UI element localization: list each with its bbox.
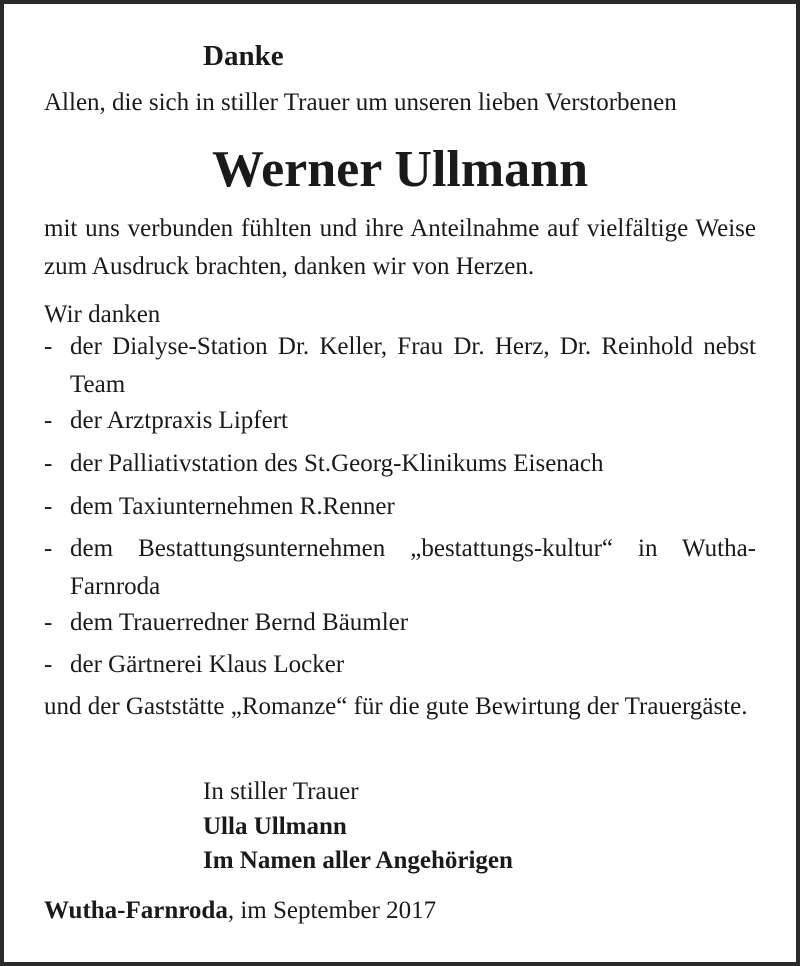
thanks-intro: Wir danken <box>44 301 161 328</box>
body-paragraph: mit uns verbunden fühlten und ihre Anteilnahme auf vielfältige Weise zum Ausdruck brachten, danken wir von Herzen. <box>44 215 756 280</box>
list-dash: - <box>44 651 53 678</box>
signature-line-1: In stiller Trauer <box>203 778 359 805</box>
list-dash: - <box>44 450 53 477</box>
list-item-text: dem Bestattungsunternehmen „bestattungs-kultur“ in Wutha-Farnroda <box>70 535 756 600</box>
list-item <box>44 328 756 404</box>
list-item-text: der Gärtnerei Klaus Locker <box>70 651 345 678</box>
list-item <box>44 402 756 440</box>
list-item-text: der Dialyse-Station Dr. Keller, Frau Dr. Herz, Dr. Reinhold nebst Team <box>70 333 756 398</box>
notice-header: Danke <box>203 40 284 72</box>
place: Wutha-Farnroda <box>44 897 228 924</box>
list-item-text: dem Taxiunternehmen R.Renner <box>70 493 395 520</box>
list-dash: - <box>44 333 53 360</box>
date: , im September 2017 <box>227 897 437 924</box>
closing-paragraph: und der Gaststätte „Romanze“ für die gute Bewirtung der Trauergäste. <box>44 693 748 720</box>
signature-name: Ulla Ullmann <box>203 813 347 840</box>
list-item-text: der Arztpraxis Lipfert <box>70 407 288 434</box>
list-item <box>44 488 756 526</box>
deceased-name: Werner Ullmann <box>211 141 589 198</box>
list-item-text: der Palliativstation des St.Georg-Klinikums Eisenach <box>70 450 604 477</box>
list-item <box>44 445 756 483</box>
list-item <box>44 604 756 642</box>
list-dash: - <box>44 609 53 636</box>
list-dash: - <box>44 535 53 562</box>
list-item-text: dem Trauerredner Bernd Bäumler <box>70 609 409 636</box>
list-item <box>44 530 756 606</box>
list-dash: - <box>44 493 53 520</box>
signature-line-3: Im Namen aller Angehörigen <box>203 847 513 874</box>
place-date <box>44 892 436 930</box>
list-dash: - <box>44 407 53 434</box>
intro-line: Allen, die sich in stiller Trauer um unseren lieben Verstorbenen <box>44 89 677 116</box>
list-item <box>44 646 756 684</box>
